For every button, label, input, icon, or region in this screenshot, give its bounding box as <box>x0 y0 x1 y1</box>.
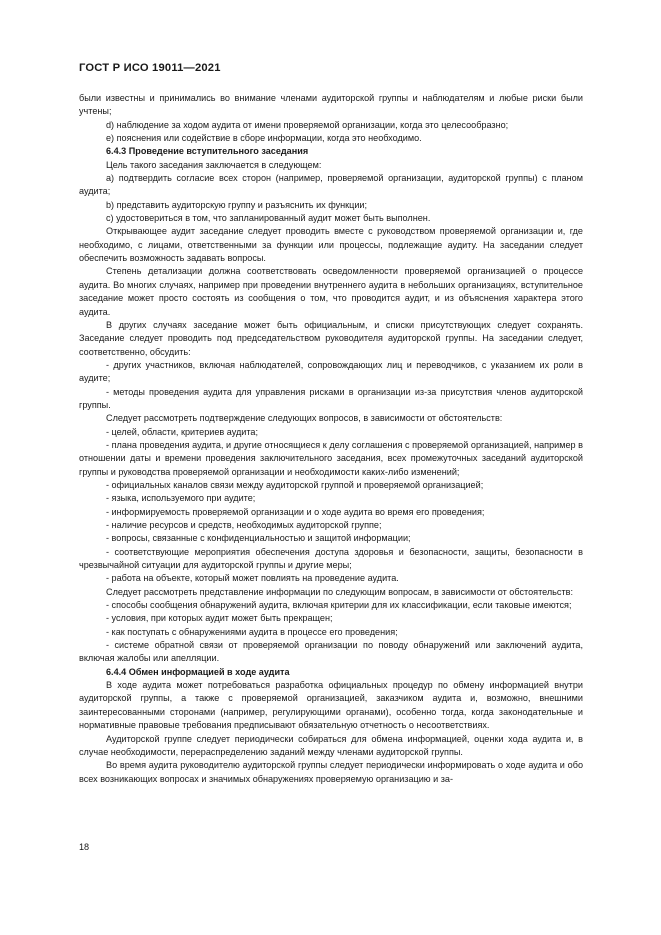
body-paragraph: Аудиторской группе следует периодически собираться для обмена информацией, оценки хода аудита и, в случае необходимости, перераспределению заданий между членами аудиторской группы. <box>79 733 583 757</box>
section-heading: 6.4.4 Обмен информацией в ходе аудита <box>106 666 290 677</box>
body-paragraph: - соответствующие мероприятия обеспечения доступа здоровья и безопасности, защиты, безопасности в чрезвычайной ситуации для аудиторской группы и другие меры; <box>79 546 583 571</box>
document-header: ГОСТ Р ИСО 19011—2021 <box>79 62 221 74</box>
body-paragraph: - работа на объекте, который может повлиять на проведение аудита. <box>106 573 399 584</box>
document-body <box>79 92 583 786</box>
body-paragraph: были известны и принимались во внимание членами аудиторской группы и наблюдателям и любые риски были учтены; <box>79 93 583 117</box>
page-number: 18 <box>79 842 90 852</box>
body-paragraph: b) представить аудиторскую группу и разъяснить их функции; <box>106 199 368 210</box>
body-paragraph: a) подтвердить согласие всех сторон (например, проверяемой организации, аудиторской группы) с планом аудита; <box>79 173 583 197</box>
body-paragraph: - системе обратной связи от проверяемой организации по поводу обнаружений или заключений аудита, включая жалобы или апелляции. <box>79 640 583 664</box>
body-paragraph: d) наблюдение за ходом аудита от имени проверяемой организации, когда это целесообразно; <box>106 119 509 130</box>
body-paragraph: - вопросы, связанные с конфиденциальностью и защитой информации; <box>106 533 411 544</box>
body-paragraph: - других участников, включая наблюдателей, сопровождающих лиц и переводчиков, с указанием их роли в аудите; <box>79 359 583 384</box>
body-paragraph: - официальных каналов связи между аудиторской группой и проверяемой организацией; <box>106 479 484 490</box>
body-paragraph: - целей, области, критериев аудита; <box>106 426 258 437</box>
body-paragraph: Следует рассмотреть представление информации по следующим вопросам, в зависимости от обстоятельств: <box>106 586 573 597</box>
body-paragraph: c) удостовериться в том, что запланированный аудит может быть выполнен. <box>106 213 431 224</box>
body-paragraph: - языка, используемого при аудите; <box>106 493 256 504</box>
body-paragraph: Следует рассмотреть подтверждение следующих вопросов, в зависимости от обстоятельств: <box>106 413 503 424</box>
body-paragraph: Во время аудита руководителю аудиторской группы следует периодически информировать о ходе аудита и обо всех возникающих вопросах и значимых обнаружениях проверяемую организацию и за- <box>79 760 583 784</box>
body-paragraph: - методы проведения аудита для управления рисками в организации из-за присутствия членов аудиторской группы. <box>79 386 583 410</box>
body-paragraph: - условия, при которых аудит может быть прекращен; <box>106 613 333 624</box>
body-paragraph: - плана проведения аудита, и другие относящиеся к делу соглашения с проверяемой организацией, например в отношении даты и времени проведения заключительного заседания, всех промежуточных заседаний аудиторской группы и руководства проверяемой организации и необходимости каких-либо изменений; <box>79 439 583 477</box>
body-paragraph: - информируемость проверяемой организации и о ходе аудита во время его проведения; <box>106 506 485 517</box>
body-paragraph: - способы сообщения обнаружений аудита, включая критерии для их классификации, если таковые имеются; <box>106 600 572 611</box>
body-paragraph: - как поступать с обнаружениями аудита в процессе его проведения; <box>106 626 398 637</box>
body-paragraph: Открывающее аудит заседание следует проводить вместе с руководством проверяемой организации и, где необходимо, с лицами, ответственными за функции или процессы, подлежащие аудиту. На заседании следует обеспечить возможность задавать вопросы. <box>79 226 583 264</box>
body-paragraph: В других случаях заседание может быть официальным, и списки присутствующих следует сохранять. Заседание следует проводить под председательством руководителя аудиторской группы. На заседании следует, соответственно, обсудить: <box>79 319 583 357</box>
body-paragraph: В ходе аудита может потребоваться разработка официальных процедур по обмену информацией внутри аудиторской группы, а также с проверяемой организацией, заказчиком аудита и, возможно, внешними заинтересованными сторонами (например, регулирующими органами), особенно тогда, когда законодательные и нормативные правовые требования предписывают обязательную отчетность о несоответствиях. <box>79 680 583 731</box>
body-paragraph: - наличие ресурсов и средств, необходимых аудиторской группе; <box>106 520 382 530</box>
body-paragraph: e) пояснения или содействие в сборе информации, когда это необходимо. <box>106 133 422 144</box>
body-paragraph: Степень детализации должна соответствовать осведомленности проверяемой организацией о процессе аудита. Во многих случаях, например при проведении внутреннего аудита в небольших организациях, вступительное заседание может просто состоять из сообщения о том, что проводится аудит, и из объяснения характера этого аудита. <box>79 266 583 317</box>
section-heading: 6.4.3 Проведение вступительного заседания <box>106 146 309 157</box>
body-paragraph: Цель такого заседания заключается в следующем: <box>106 159 322 170</box>
